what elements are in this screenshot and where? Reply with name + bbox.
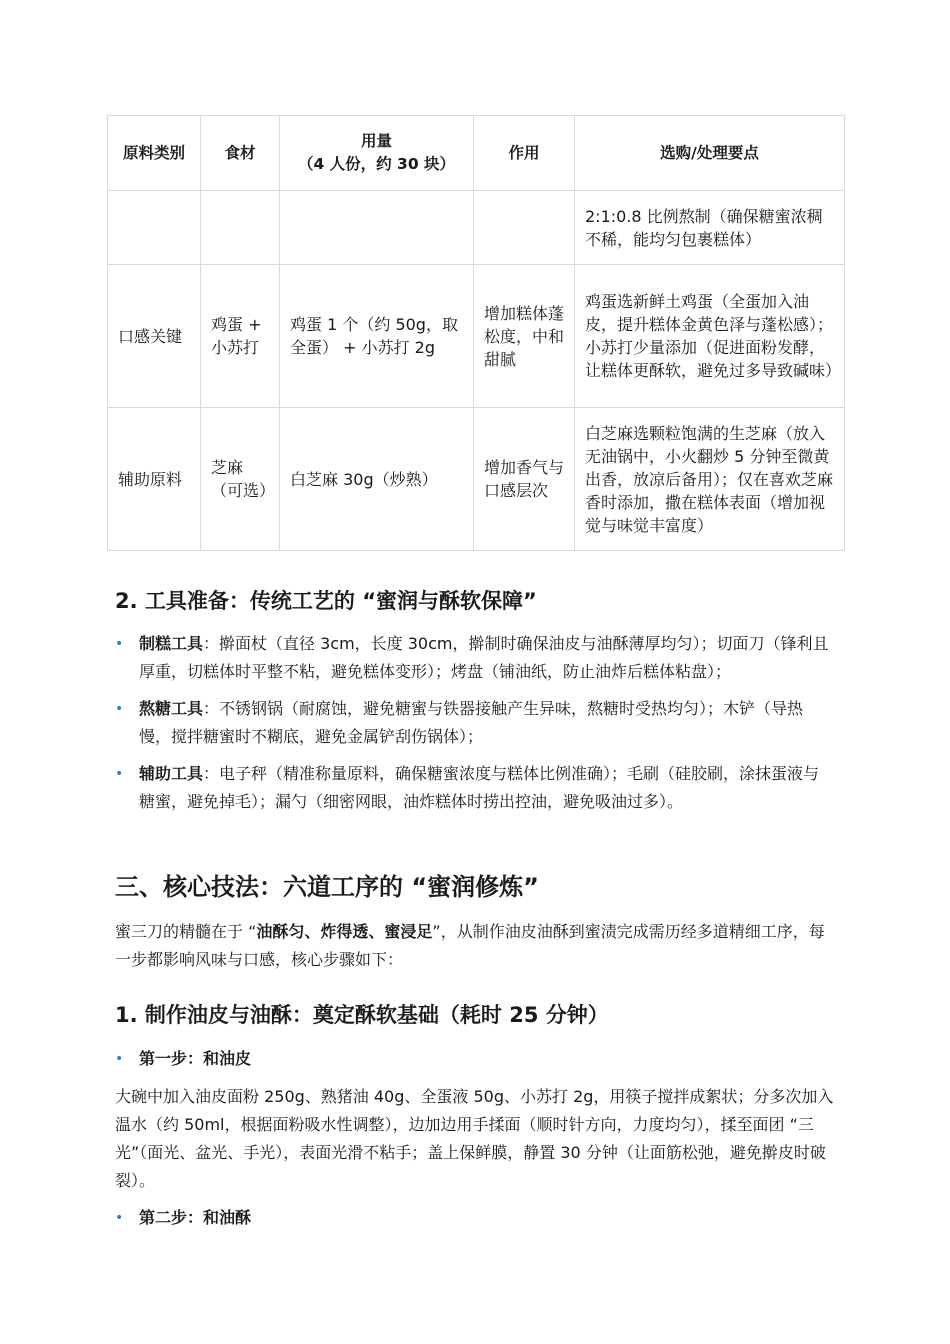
- cell-role: [474, 191, 575, 265]
- item-label: 辅助工具: [139, 764, 204, 783]
- section3-intro: [115, 918, 835, 974]
- bullet-icon: •: [115, 1051, 124, 1067]
- header-role: 作用: [474, 116, 575, 191]
- cell-amount: 白芝麻 30g（炒熟）: [280, 408, 474, 551]
- header-category: 原料类别: [108, 116, 201, 191]
- subsection1-heading: 1. 制作油皮与油酥：奠定酥软基础（耗时 25 分钟）: [115, 1003, 609, 1027]
- item-text: ：电子秤（精准称量原料，确保糖蜜浓度与糕体比例准确）；毛刷（硅胶刷，涂抹蛋液与糖蜜，避免掉毛）；漏勺（细密网眼，油炸糕体时捞出控油，避免吸油过多）。: [139, 764, 820, 811]
- intro-before: 蜜三刀的精髓在于 “: [115, 922, 257, 941]
- cell-ingredient: [201, 191, 280, 265]
- header-amount: [280, 116, 474, 191]
- cell-category: [108, 191, 201, 265]
- item-text: ：擀面杖（直径 3cm，长度 30cm，擀制时确保油皮与油酥薄厚均匀）；切面刀（锋利且厚重，切糕体时平整不粘，避免糕体变形）；烤盘（铺油纸，防止油炸后糕体粘盘）；: [139, 634, 829, 681]
- list-item: [115, 695, 835, 751]
- list-item: [115, 630, 835, 686]
- header-amount-label: 用量: [360, 132, 392, 150]
- table-row: [108, 265, 845, 408]
- section3-heading: 三、核心技法：六道工序的 “蜜润修炼”: [115, 873, 539, 901]
- bullet-icon: •: [115, 701, 124, 717]
- list-item: [115, 1045, 835, 1073]
- intro-bold: 油酥匀、炸得透、蜜浸足: [256, 922, 433, 941]
- cell-amount: [280, 191, 474, 265]
- section2-heading: 2. 工具准备：传统工艺的 “蜜润与酥软保障”: [115, 589, 537, 613]
- item-text: ：不锈钢锅（耐腐蚀，避免糖蜜与铁器接触产生异味，熬糖时受热均匀）；木铲（导热慢，搅拌糖蜜时不糊底，避免金属铲刮伤锅体）；: [139, 699, 804, 746]
- list-item: [115, 1204, 835, 1232]
- table-header-row: [108, 116, 845, 191]
- cell-tip: 白芝麻选颗粒饱满的生芝麻（放入无油锅中，小火翻炒 5 分钟至微黄出香，放凉后备用）；仅在喜欢芝麻香时添加，撒在糕体表面（增加视觉与味觉丰富度）: [575, 408, 845, 551]
- table-row: [108, 191, 845, 265]
- cell-category: 辅助原料: [108, 408, 201, 551]
- cell-amount: 鸡蛋 1 个（约 50g，取全蛋） + 小苏打 2g: [280, 265, 474, 408]
- tools-list: [115, 630, 835, 825]
- step2-label: 第二步：和油酥: [139, 1208, 252, 1227]
- cell-ingredient: 鸡蛋 + 小苏打: [201, 265, 280, 408]
- cell-ingredient: 芝麻（可选）: [201, 408, 280, 551]
- step1-list: [115, 1045, 835, 1082]
- list-item: [115, 760, 835, 816]
- ingredients-table: [107, 115, 845, 551]
- cell-category: 口感关键: [108, 265, 201, 408]
- step1-label: 第一步：和油皮: [139, 1049, 252, 1068]
- cell-tip: 2:1:0.8 比例熬制（确保糖蜜浓稠不稀，能均匀包裹糕体）: [575, 191, 845, 265]
- bullet-icon: •: [115, 766, 124, 782]
- step2-list: [115, 1204, 835, 1241]
- header-ingredient: 食材: [201, 116, 280, 191]
- intro-after: ”，从制作油皮油酥到蜜渍完成需历经多道精细工序，每一步都影响风味与口感，核心步骤如下：: [115, 922, 825, 969]
- item-label: 熬糖工具: [139, 699, 204, 718]
- header-amount-sub: （4 人份，约 30 块）: [297, 155, 456, 173]
- item-label: 制糕工具: [139, 634, 204, 653]
- header-tip: 选购/处理要点: [575, 116, 845, 191]
- cell-role: 增加糕体蓬松度，中和甜腻: [474, 265, 575, 408]
- bullet-icon: •: [115, 636, 124, 652]
- table-row: [108, 408, 845, 551]
- cell-role: 增加香气与口感层次: [474, 408, 575, 551]
- bullet-icon: •: [115, 1210, 124, 1226]
- step1-text: 大碗中加入油皮面粉 250g、熟猪油 40g、全蛋液 50g、小苏打 2g，用筷子搅拌成絮状；分多次加入温水（约 50ml，根据面粉吸水性调整），边加边用手揉面（顺时针方向，力度均匀），揉至面团 “三光”（面光、盆光、手光），表面光滑不粘手；盖上保鲜膜，静置 30 分钟（让面筋松弛，避免擀皮时破裂）。: [115, 1087, 834, 1190]
- cell-tip: 鸡蛋选新鲜土鸡蛋（全蛋加入油皮，提升糕体金黄色泽与蓬松感）；小苏打少量添加（促进面粉发酵，让糕体更酥软，避免过多导致碱味）: [575, 265, 845, 408]
